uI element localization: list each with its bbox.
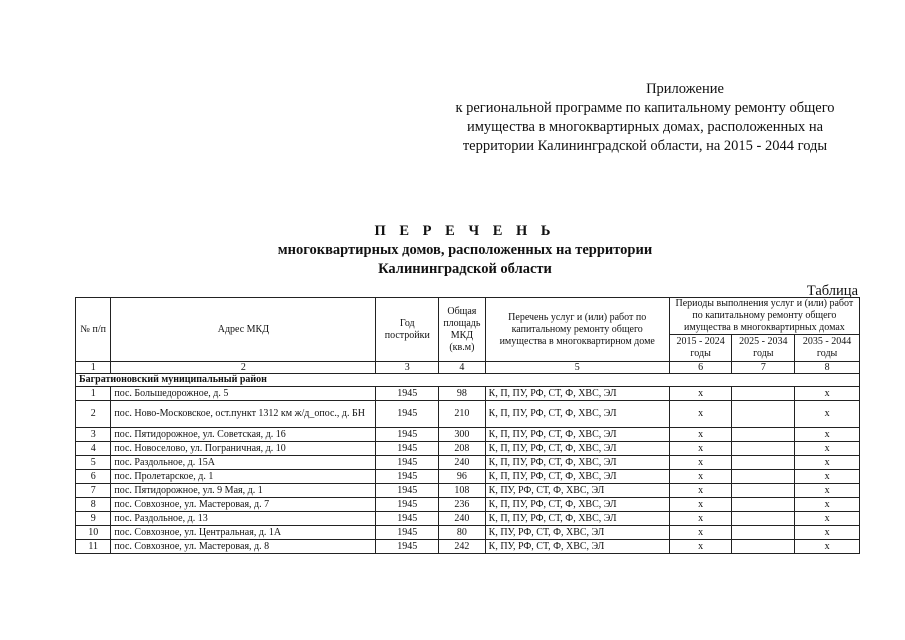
cell-period-2 — [732, 428, 795, 442]
cell-address: пос. Совхозное, ул. Центральная, д. 1А — [111, 526, 376, 540]
appendix-block — [430, 80, 860, 156]
cell-period-2 — [732, 526, 795, 540]
cell-services: К, П, ПУ, РФ, СТ, Ф, ХВС, ЭЛ — [485, 387, 669, 401]
header-area: Общая площадь МКД (кв.м) — [439, 298, 486, 362]
appendix-heading: Приложение — [646, 81, 724, 97]
table-row — [76, 456, 860, 470]
cell-num: 11 — [76, 540, 111, 554]
header-periods: Периоды выполнения услуг и (или) работ по капитальному ремонту общего имущества в многоквартирных домах — [669, 298, 859, 335]
document-title — [150, 222, 780, 279]
cell-period-3: х — [795, 442, 860, 456]
cell-num: 7 — [76, 484, 111, 498]
cell-area: 242 — [439, 540, 486, 554]
cell-period-1: х — [669, 442, 732, 456]
cell-services: К, П, ПУ, РФ, СТ, Ф, ХВС, ЭЛ — [485, 498, 669, 512]
appendix-line: имущества в многоквартирных домах, расположенных на — [466, 119, 824, 135]
header-num: № п/п — [76, 298, 111, 362]
cell-year: 1945 — [376, 540, 439, 554]
appendix-line: к региональной программе по капитальному ремонту общего — [455, 100, 835, 116]
cell-area: 208 — [439, 442, 486, 456]
table-row — [76, 512, 860, 526]
title-subtitle: многоквартирных домов, расположенных на территории — [277, 242, 653, 258]
cell-services: К, ПУ, РФ, СТ, Ф, ХВС, ЭЛ — [485, 526, 669, 540]
cell-services: К, ПУ, РФ, СТ, Ф, ХВС, ЭЛ — [485, 484, 669, 498]
cell-address: пос. Пятидорожное, ул. 9 Мая, д. 1 — [111, 484, 376, 498]
table-row — [76, 428, 860, 442]
column-number: 3 — [376, 362, 439, 374]
cell-area: 108 — [439, 484, 486, 498]
appendix-line: территории Калининградской области, на 2015 - 2044 годы — [462, 138, 828, 154]
cell-year: 1945 — [376, 442, 439, 456]
cell-year: 1945 — [376, 387, 439, 401]
column-number: 5 — [485, 362, 669, 374]
header-period-2: 2025 - 2034 годы — [732, 335, 795, 362]
cell-period-3: х — [795, 512, 860, 526]
title-main: П Е Р Е Ч Е Н Ь — [374, 223, 556, 239]
cell-period-1: х — [669, 470, 732, 484]
cell-services: К, П, ПУ, РФ, СТ, Ф, ХВС, ЭЛ — [485, 428, 669, 442]
cell-area: 96 — [439, 470, 486, 484]
column-number: 7 — [732, 362, 795, 374]
cell-period-1: х — [669, 498, 732, 512]
cell-area: 210 — [439, 401, 486, 428]
cell-period-2 — [732, 387, 795, 401]
cell-period-2 — [732, 470, 795, 484]
header-year: Год постройки — [376, 298, 439, 362]
cell-period-2 — [732, 401, 795, 428]
header-services: Перечень услуг и (или) работ по капитальному ремонту общего имущества в многоквартирном доме — [485, 298, 669, 362]
cell-period-1: х — [669, 540, 732, 554]
table-row — [76, 540, 860, 554]
table-row — [76, 498, 860, 512]
cell-area: 236 — [439, 498, 486, 512]
cell-services: К, П, ПУ, РФ, СТ, Ф, ХВС, ЭЛ — [485, 470, 669, 484]
cell-address: пос. Пятидорожное, ул. Советская, д. 16 — [111, 428, 376, 442]
header-address: Адрес МКД — [111, 298, 376, 362]
column-number: 8 — [795, 362, 860, 374]
cell-period-3: х — [795, 484, 860, 498]
cell-period-3: х — [795, 498, 860, 512]
column-number: 4 — [439, 362, 486, 374]
header-period-1: 2015 - 2024 годы — [669, 335, 732, 362]
cell-address: пос. Новоселово, ул. Пограничная, д. 10 — [111, 442, 376, 456]
cell-year: 1945 — [376, 512, 439, 526]
cell-year: 1945 — [376, 526, 439, 540]
cell-period-1: х — [669, 456, 732, 470]
header-period-3: 2035 - 2044 годы — [795, 335, 860, 362]
cell-num: 6 — [76, 470, 111, 484]
table-row — [76, 401, 860, 428]
column-number: 2 — [111, 362, 376, 374]
cell-services: К, П, ПУ, РФ, СТ, Ф, ХВС, ЭЛ — [485, 512, 669, 526]
cell-year: 1945 — [376, 484, 439, 498]
cell-services: К, П, ПУ, РФ, СТ, Ф, ХВС, ЭЛ — [485, 456, 669, 470]
cell-area: 300 — [439, 428, 486, 442]
cell-period-2 — [732, 540, 795, 554]
cell-area: 80 — [439, 526, 486, 540]
cell-year: 1945 — [376, 428, 439, 442]
cell-period-1: х — [669, 428, 732, 442]
table-row — [76, 442, 860, 456]
cell-address: пос. Совхозное, ул. Мастеровая, д. 8 — [111, 540, 376, 554]
cell-period-3: х — [795, 456, 860, 470]
cell-address: пос. Совхозное, ул. Мастеровая, д. 7 — [111, 498, 376, 512]
cell-period-1: х — [669, 484, 732, 498]
cell-num: 8 — [76, 498, 111, 512]
cell-period-1: х — [669, 401, 732, 428]
district-name: Багратионовский муниципальный район — [76, 374, 860, 387]
cell-period-1: х — [669, 387, 732, 401]
cell-address: пос. Большедорожное, д. 5 — [111, 387, 376, 401]
cell-year: 1945 — [376, 401, 439, 428]
cell-address: пос. Ново-Московское, ост.пункт 1312 км ж/д_опос., д. БН — [111, 401, 376, 428]
cell-period-1: х — [669, 512, 732, 526]
cell-period-2 — [732, 512, 795, 526]
houses-table — [75, 297, 860, 554]
cell-year: 1945 — [376, 470, 439, 484]
cell-area: 98 — [439, 387, 486, 401]
cell-area: 240 — [439, 456, 486, 470]
title-subtitle: Калининградской области — [378, 261, 552, 277]
cell-period-3: х — [795, 470, 860, 484]
column-number: 1 — [76, 362, 111, 374]
table-header — [76, 298, 860, 387]
column-number-row — [76, 362, 860, 374]
cell-period-3: х — [795, 428, 860, 442]
cell-period-2 — [732, 456, 795, 470]
cell-period-2 — [732, 442, 795, 456]
cell-period-2 — [732, 484, 795, 498]
cell-period-1: х — [669, 526, 732, 540]
table-row — [76, 470, 860, 484]
table-label: Таблица — [806, 283, 858, 299]
cell-address: пос. Пролетарское, д. 1 — [111, 470, 376, 484]
cell-services: К, ПУ, РФ, СТ, Ф, ХВС, ЭЛ — [485, 540, 669, 554]
table-row — [76, 387, 860, 401]
cell-period-3: х — [795, 526, 860, 540]
cell-num: 5 — [76, 456, 111, 470]
table-row — [76, 484, 860, 498]
cell-year: 1945 — [376, 456, 439, 470]
cell-address: пос. Раздольное, д. 13 — [111, 512, 376, 526]
cell-services: К, П, ПУ, РФ, СТ, Ф, ХВС, ЭЛ — [485, 442, 669, 456]
cell-num: 1 — [76, 387, 111, 401]
cell-num: 4 — [76, 442, 111, 456]
cell-services: К, П, ПУ, РФ, СТ, Ф, ХВС, ЭЛ — [485, 401, 669, 428]
column-number: 6 — [669, 362, 732, 374]
table-row — [76, 526, 860, 540]
cell-period-3: х — [795, 401, 860, 428]
cell-address: пос. Раздольное, д. 15А — [111, 456, 376, 470]
cell-num: 9 — [76, 512, 111, 526]
cell-year: 1945 — [376, 498, 439, 512]
cell-num: 2 — [76, 401, 111, 428]
cell-num: 10 — [76, 526, 111, 540]
cell-period-3: х — [795, 540, 860, 554]
cell-period-2 — [732, 498, 795, 512]
cell-period-3: х — [795, 387, 860, 401]
cell-area: 240 — [439, 512, 486, 526]
district-row — [76, 374, 860, 387]
table-body — [76, 387, 860, 554]
cell-num: 3 — [76, 428, 111, 442]
